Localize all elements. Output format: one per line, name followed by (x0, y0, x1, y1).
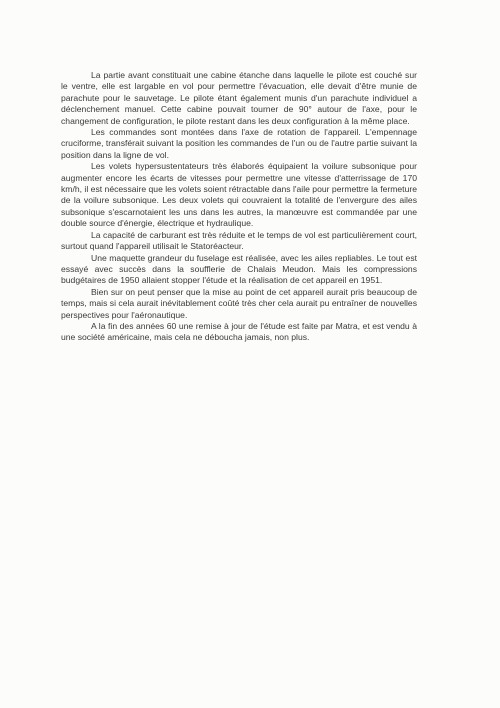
paragraph-7: A la fin des années 60 une remise à jour de l'étude est faite par Matra, et est vendu à une société américaine, mais cela ne déboucha jamais, non plus. (61, 320, 417, 343)
paragraph-5: Une maquette grandeur du fuselage est réalisée, avec les ailes repliables. Le tout est essayé avec succès dans la soufflerie de Chalais Meudon. Mais les compressions budgétaires de 1950 allaient stopper l'étude et la réalisation de cet appareil en 1951. (61, 252, 417, 286)
paragraph-4: La capacité de carburant est très réduite et le temps de vol est particulièrement court, surtout quand l'appareil utilisait le Statoréacteur. (61, 229, 417, 252)
paragraph-6: Bien sur on peut penser que la mise au point de cet appareil aurait pris beaucoup de temps, mais si cela aurait inévitablement coûté très cher cela aurait pu entraîner de nouvelles perspectives pour l'aéronautique. (61, 286, 417, 320)
paragraph-3: Les volets hypersustentateurs très élaborés équipaient la voilure subsonique pour augmenter encore les écarts de vitesses pour permettre une vitesse d'atterrissage de 170 km/h, il est nécessaire que les volets soient rétractable dans l'aile pour permettre la fermeture de la voilure subsonique. Les deux volets qui couvraient la totalité de l'envergure des ailes subsonique s'escarnotaient les uns dans les autres, la manœuvre est commandée par une double source d'énergie, électrique et hydraulique. (61, 161, 417, 229)
paragraph-2: Les commandes sont montées dans l'axe de rotation de l'appareil. L'empennage cruciforme, transférait suivant la position les commandes de l'un ou de l'autre partie suivant la position dans la ligne de vol. (61, 127, 417, 160)
paragraph-1: La partie avant constituait une cabine étanche dans laquelle le pilote est couché sur le ventre, elle est largable en vol pour permettre l'évacuation, elle devait d'être munie de parachute pour le sauvetage. Le pilote étant également munis d'un parachute individuel a déclenchement manuel. Cette cabine pouvait tourner de 90° autour de l'axe, pour le changement de configuration, le pilote restant dans les deux configuration à la même place. (61, 70, 417, 126)
body-text (61, 70, 417, 344)
